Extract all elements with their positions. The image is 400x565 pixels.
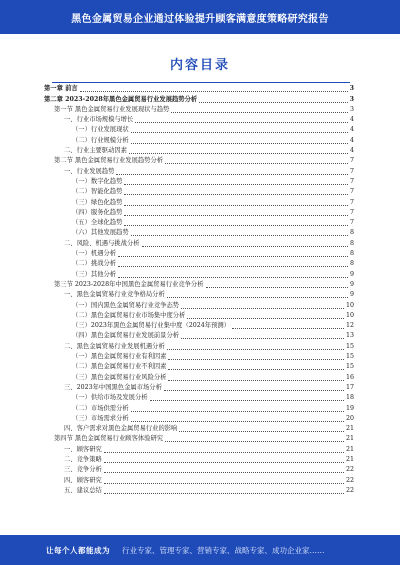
toc-entry[interactable]	[44, 187, 354, 197]
toc-entry-page: 7	[349, 198, 354, 206]
toc-entry-title: 第二节 黑色金属贸易行业发展趋势分析	[54, 157, 164, 165]
toc-entry-page: 7	[349, 208, 354, 216]
toc-entry-title: （六）其他发展趋势	[72, 229, 129, 237]
toc-leader-dots	[135, 122, 348, 123]
toc-leader-dots	[131, 235, 348, 236]
toc-title: 内容目录	[169, 58, 230, 73]
toc-leader-dots	[164, 390, 344, 391]
toc-entry-page: 7	[349, 219, 354, 227]
toc-entry-title: （四）服务化趋势	[72, 208, 123, 216]
toc-entry-page: 22	[345, 486, 354, 494]
table-of-contents	[44, 84, 354, 496]
toc-leader-dots	[199, 102, 347, 103]
toc-entry-title: 一、行业市场规模与增长	[64, 116, 134, 124]
toc-entry-page: 4	[349, 126, 354, 134]
toc-leader-dots	[118, 277, 348, 278]
toc-entry[interactable]	[44, 455, 354, 465]
toc-entry[interactable]	[44, 424, 354, 434]
toc-entry[interactable]	[44, 352, 354, 362]
footer-slogan: 让每个人都能成为	[46, 545, 110, 555]
toc-entry-title: 第三节 2023-2028年中国黑色金属贸易行业竞争分析	[54, 280, 204, 288]
toc-entry-page: 10	[345, 311, 354, 319]
toc-entry-title: 二、竞争策略	[64, 455, 102, 463]
toc-leader-dots	[104, 452, 344, 453]
toc-leader-dots	[167, 349, 344, 350]
toc-entry-title: （一）行业发展现状	[72, 126, 129, 134]
toc-leader-dots	[165, 441, 344, 442]
toc-entry-page: 4	[349, 116, 354, 124]
toc-entry-title: （一）数字化趋势	[72, 177, 123, 185]
toc-entry[interactable]	[44, 300, 354, 310]
toc-entry[interactable]	[44, 280, 354, 290]
toc-entry[interactable]	[44, 475, 354, 485]
toc-entry-title: （四）黑色金属贸易行业发展前景分析	[72, 332, 180, 340]
toc-leader-dots	[167, 297, 348, 298]
toc-entry-page: 9	[349, 291, 354, 299]
toc-entry-title: 三、2023年中国黑色金属市场分析	[64, 383, 162, 391]
toc-entry[interactable]	[44, 156, 354, 166]
toc-entry[interactable]	[44, 238, 354, 248]
toc-entry[interactable]	[44, 383, 354, 393]
toc-leader-dots	[118, 266, 348, 267]
footer-tagline: 行业专家、管理专家、营销专家、战略专家、成功企业家……	[122, 545, 325, 555]
toc-leader-dots	[168, 359, 344, 360]
toc-entry[interactable]	[44, 115, 354, 125]
toc-entry-title: 第一章 前言	[44, 85, 78, 93]
toc-leader-dots	[124, 215, 348, 216]
toc-entry-page: 7	[349, 157, 354, 165]
toc-entry-page: 15	[345, 363, 354, 371]
toc-entry-page: 18	[345, 394, 354, 402]
toc-entry-title: （一）国内黑色金属贸易行业竞争态势	[72, 301, 180, 309]
toc-leader-dots	[80, 91, 348, 92]
toc-leader-dots	[124, 184, 348, 185]
toc-entry-page: 4	[349, 136, 354, 144]
report-header-bar	[0, 0, 400, 34]
toc-leader-dots	[131, 411, 344, 412]
toc-entry-title: （五）全球化趋势	[72, 219, 123, 227]
toc-leader-dots	[131, 143, 348, 144]
toc-entry[interactable]	[44, 362, 354, 372]
toc-leader-dots	[104, 493, 344, 494]
toc-leader-dots	[104, 472, 344, 473]
toc-entry-title: 第四节 黑色金属贸易行业顾客体验研究	[54, 435, 164, 443]
toc-entry-title: 五、建议总结	[64, 486, 102, 494]
toc-entry[interactable]	[44, 125, 354, 135]
toc-leader-dots	[142, 246, 348, 247]
toc-entry-title: 二、风险、机遇与挑战分析	[64, 239, 140, 247]
toc-entry-title: （三）其他分析	[72, 270, 117, 278]
toc-entry[interactable]	[44, 331, 354, 341]
toc-entry[interactable]	[44, 444, 354, 454]
toc-entry-page: 22	[345, 466, 354, 474]
toc-entry-page: 8	[349, 239, 354, 247]
toc-entry-title: 一、顾客研究	[64, 445, 102, 453]
toc-leader-dots	[168, 369, 344, 370]
toc-entry-page: 19	[345, 404, 354, 412]
toc-leader-dots	[150, 400, 344, 401]
toc-entry[interactable]	[44, 228, 354, 238]
toc-leader-dots	[129, 153, 348, 154]
toc-entry-title: 第二章 2023-2028年黑色金属贸易行业发展趋势分析	[44, 95, 198, 103]
toc-entry-page: 7	[349, 177, 354, 185]
toc-entry-page: 13	[345, 332, 354, 340]
toc-entry[interactable]	[44, 166, 354, 176]
toc-entry-page: 7	[349, 188, 354, 196]
toc-entry-page: 22	[345, 476, 354, 484]
toc-entry-page: 21	[345, 445, 354, 453]
toc-leader-dots	[179, 431, 344, 432]
toc-entry[interactable]	[44, 177, 354, 187]
toc-entry-title: （二）市场供需分析	[72, 404, 129, 412]
toc-leader-dots	[131, 132, 348, 133]
toc-entry[interactable]	[44, 414, 354, 424]
toc-leader-dots	[124, 205, 348, 206]
toc-leader-dots	[171, 112, 348, 113]
toc-leader-dots	[187, 318, 344, 319]
toc-entry-page: 10	[345, 301, 354, 309]
toc-entry[interactable]	[44, 486, 354, 496]
toc-entry-page: 9	[349, 270, 354, 278]
toc-entry[interactable]	[44, 105, 354, 115]
toc-entry[interactable]	[44, 341, 354, 351]
toc-entry-page: 4	[349, 147, 354, 155]
toc-entry-title: 一、黑色金属贸易行业竞争格局分析	[64, 291, 165, 299]
report-title: 黑色金属贸易企业通过体验提升顾客满意度策略研究报告	[71, 13, 329, 25]
toc-entry-page: 7	[349, 167, 354, 175]
toc-leader-dots	[165, 163, 348, 164]
toc-leader-dots	[181, 308, 344, 309]
toc-entry-page: 9	[349, 280, 354, 288]
toc-entry-title: 第一节 黑色金属贸易行业发展现状与趋势	[54, 105, 170, 113]
toc-leader-dots	[124, 194, 348, 195]
toc-entry-page: 15	[345, 342, 354, 350]
toc-entry[interactable]	[44, 259, 354, 269]
toc-entry[interactable]	[44, 146, 354, 156]
toc-entry-page: 3	[349, 105, 354, 113]
toc-leader-dots	[124, 225, 348, 226]
toc-entry[interactable]	[44, 269, 354, 279]
toc-entry-page: 21	[345, 435, 354, 443]
toc-entry[interactable]	[44, 94, 354, 104]
toc-entry-page: 21	[345, 455, 354, 463]
toc-leader-dots	[232, 328, 344, 329]
toc-entry-page: 3	[349, 85, 354, 93]
toc-entry-title: （二）挑战分析	[72, 260, 117, 268]
toc-entry[interactable]	[44, 249, 354, 259]
toc-entry-page: 16	[345, 373, 354, 381]
toc-entry-page: 15	[345, 353, 354, 361]
toc-entry-page: 21	[345, 425, 354, 433]
toc-entry[interactable]	[44, 465, 354, 475]
toc-entry[interactable]	[44, 434, 354, 444]
toc-entry[interactable]	[44, 218, 354, 228]
toc-entry-title: （三）市场需求分析	[72, 414, 129, 422]
toc-entry-page: 20	[345, 414, 354, 422]
toc-entry[interactable]	[44, 84, 354, 94]
toc-entry-title: （一）供给市场及发展分析	[72, 394, 148, 402]
toc-divider	[52, 82, 350, 83]
toc-leader-dots	[104, 462, 344, 463]
toc-entry[interactable]	[44, 197, 354, 207]
toc-entry-title: 三、竞争分析	[64, 466, 102, 474]
toc-entry-title: （三）2023年黑色金属贸易行业集中度（2024年预测）	[72, 322, 230, 330]
toc-leader-dots	[168, 380, 344, 381]
toc-entry-title: （一）机遇分析	[72, 250, 117, 258]
toc-entry-title: （二）黑色金属贸易行业市场集中度分析	[72, 311, 186, 319]
toc-leader-dots	[104, 483, 344, 484]
toc-entry[interactable]	[44, 403, 354, 413]
toc-leader-dots	[118, 256, 348, 257]
toc-entry-page: 8	[349, 229, 354, 237]
toc-entry-title: （三）黑色金属贸易行业风险分析	[72, 373, 167, 381]
toc-entry[interactable]	[44, 208, 354, 218]
toc-leader-dots	[206, 287, 348, 288]
toc-entry-page: 8	[349, 260, 354, 268]
toc-entry-title: （三）绿色化趋势	[72, 198, 123, 206]
toc-entry-title: 一、行业发展趋势	[64, 167, 115, 175]
toc-entry-page: 12	[345, 322, 354, 330]
toc-entry[interactable]	[44, 372, 354, 382]
toc-entry-title: （一）黑色金属贸易行业有利因素	[72, 353, 167, 361]
toc-entry-page: 17	[345, 383, 354, 391]
toc-entry-page: 8	[349, 250, 354, 258]
toc-entry-title: （二）智能化趋势	[72, 188, 123, 196]
toc-entry-title: 四、客户需求对黑色金属贸易行业的影响	[64, 425, 178, 433]
toc-entry[interactable]	[44, 393, 354, 403]
toc-leader-dots	[181, 338, 344, 339]
toc-leader-dots	[131, 421, 344, 422]
toc-leader-dots	[116, 174, 348, 175]
toc-entry-page: 3	[349, 95, 354, 103]
toc-entry[interactable]	[44, 321, 354, 331]
toc-entry[interactable]	[44, 135, 354, 145]
toc-entry-title: （二）黑色金属贸易行业不利因素	[72, 363, 167, 371]
footer-bar	[0, 535, 400, 565]
toc-entry[interactable]	[44, 290, 354, 300]
toc-entry-title: 二、行业主要驱动因素	[64, 147, 127, 155]
toc-entry-title: （二）行业规模分析	[72, 136, 129, 144]
toc-entry-title: 四、顾客研究	[64, 476, 102, 484]
toc-entry[interactable]	[44, 311, 354, 321]
toc-entry-title: 二、黑色金属贸易行业发展机遇分析	[64, 342, 165, 350]
